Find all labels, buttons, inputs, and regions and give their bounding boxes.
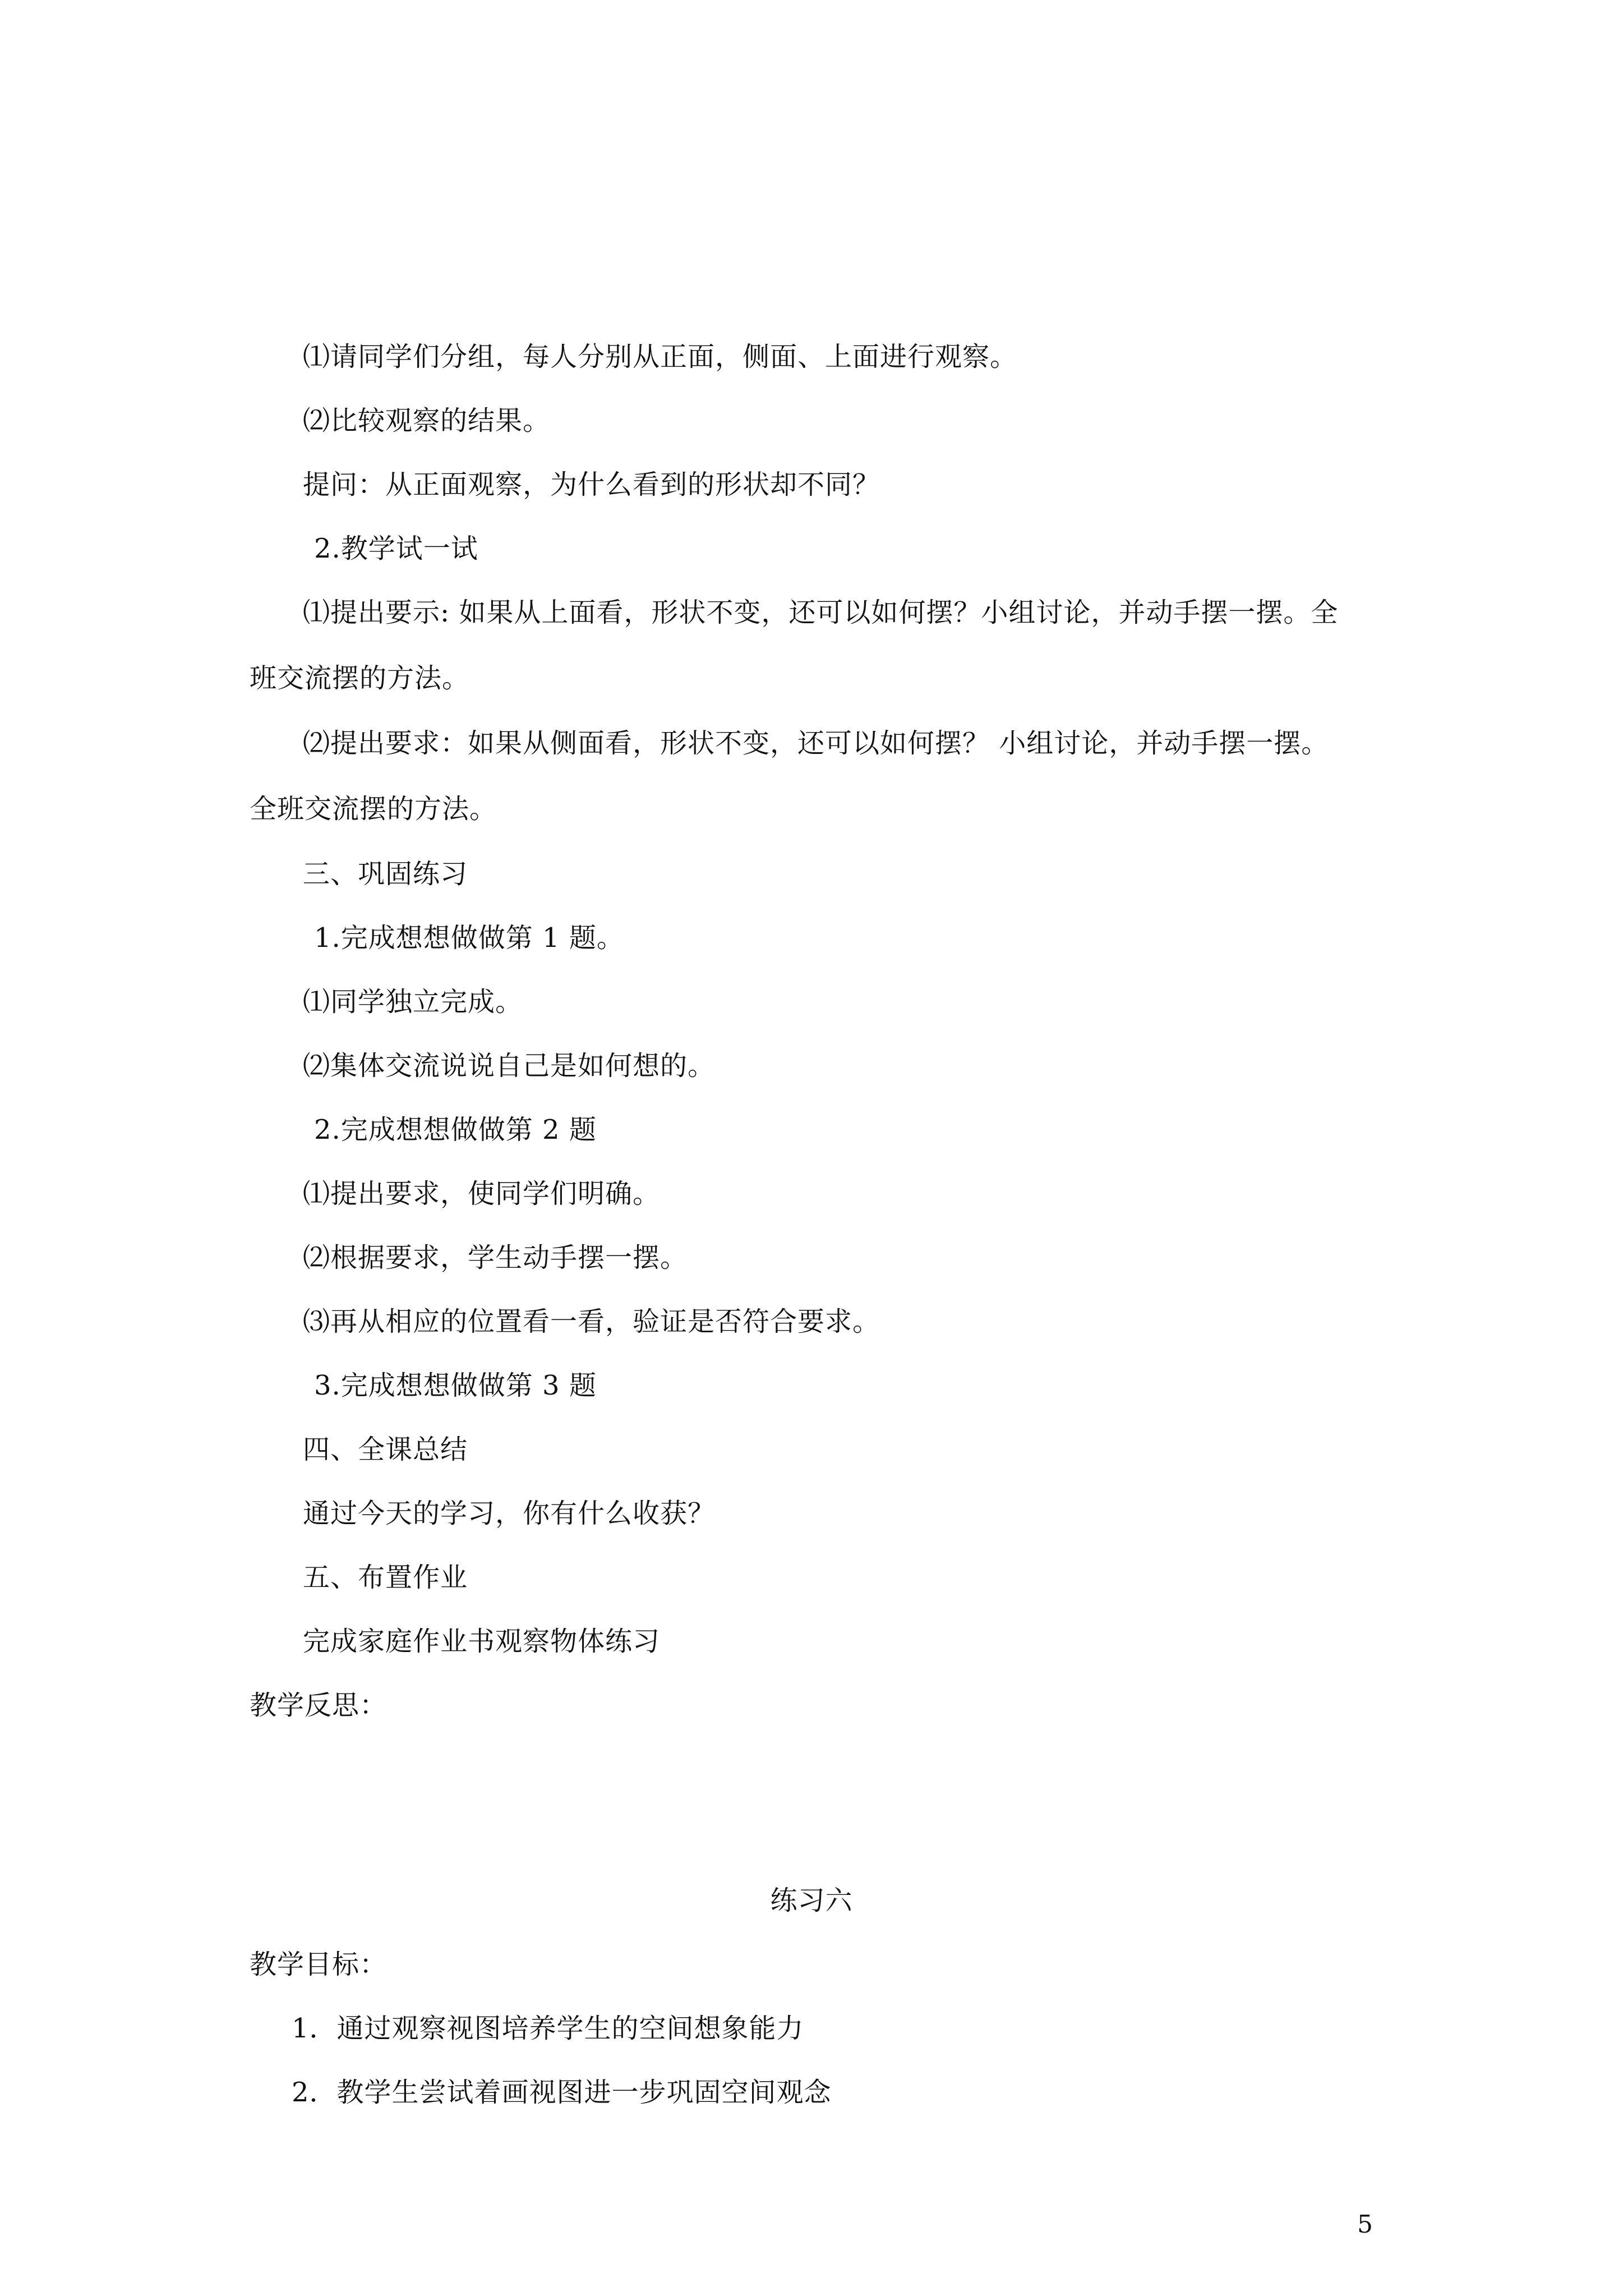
paragraph [250, 726, 1394, 826]
paragraph-continuation: 全班交流摆的方法。 [250, 793, 497, 825]
objectives-heading: 教学目标： [250, 1949, 388, 1980]
section-heading: 三、巩固练习 [303, 858, 468, 890]
subsection-heading: 1.完成想想做做第 1 题。 [314, 922, 624, 954]
text-line: ⑴同学独立完成。 [303, 986, 523, 1018]
text-line: ⑴提出要求，使同学们明确。 [303, 1178, 661, 1209]
paragraph-first-line: ⑵提出要求：如果从侧面看，形状不变，还可以如何摆？ 小组讨论，并动手摆一摆。 [303, 728, 1329, 759]
paragraph-first-line: ⑴提出要示: 如果从上面看，形状不变，还可以如何摆？小组讨论，并动手摆一摆。全 [303, 597, 1339, 628]
section-heading: 五、布置作业 [303, 1562, 468, 1593]
reflection-label: 教学反思： [250, 1690, 388, 1721]
page-number: 5 [1357, 2210, 1373, 2239]
subsection-heading: 2.完成想想做做第 2 题 [314, 1114, 597, 1145]
text-line: ⑵集体交流说说自己是如何想的。 [303, 1050, 716, 1082]
text-line: ⑶再从相应的位置看一看，验证是否符合要求。 [303, 1306, 880, 1337]
text-line: ⑵根据要求，学生动手摆一摆。 [303, 1242, 688, 1273]
text-line: 通过今天的学习，你有什么收获？ [303, 1498, 716, 1529]
objective-item: 1．通过观察视图培养学生的空间想象能力 [292, 2013, 804, 2044]
paragraph [250, 596, 1394, 695]
text-line: 完成家庭作业书观察物体练习 [303, 1626, 661, 1657]
subsection-heading: 2.教学试一试 [314, 533, 478, 564]
text-line: 提问：从正面观察，为什么看到的形状却不同？ [303, 469, 880, 500]
subsection-heading: 3.完成想想做做第 3 题 [314, 1370, 597, 1401]
section-heading: 四、全课总结 [303, 1434, 468, 1465]
text-line: ⑵比较观察的结果。 [303, 405, 551, 436]
text-line: ⑴请同学们分组，每人分别从正面，侧面、上面进行观察。 [303, 341, 1018, 372]
section-title: 练习六 [770, 1885, 853, 1916]
paragraph-continuation: 班交流摆的方法。 [250, 662, 470, 694]
objective-item: 2．教学生尝试着画视图进一步巩固空间观念 [292, 2077, 832, 2108]
